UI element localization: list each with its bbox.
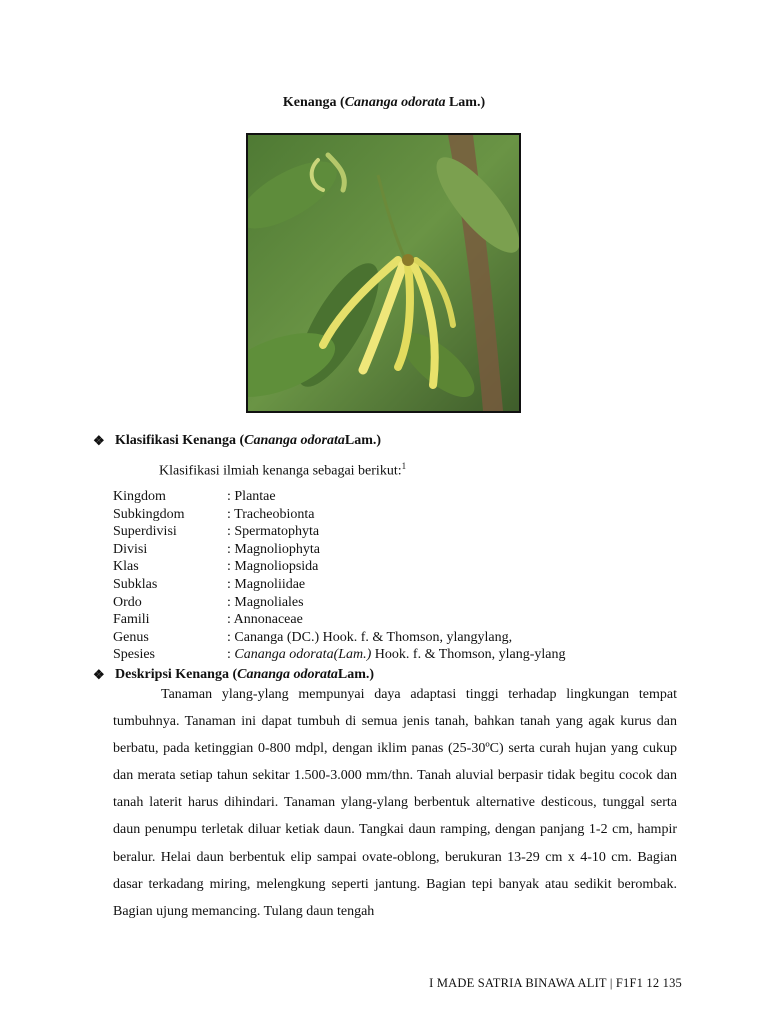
table-row: Divisi : Magnoliophyta: [113, 541, 320, 557]
table-row: Kingdom : Plantae: [113, 489, 276, 504]
classification-intro: Klasifikasi ilmiah kenanga sebagai berikut:$^1$: [159, 461, 407, 479]
table-row: Famili : Annonaceae: [113, 612, 303, 628]
diamond-bullet-icon: ❖: [93, 433, 105, 448]
flower-photo: [246, 133, 521, 413]
classification-table: [113, 488, 565, 664]
table-row: Genus : Cananga (DC.) Hook. f. & Thomson, ylangylang,: [113, 629, 513, 645]
description-paragraph: Tanaman ylang-ylang mempunyai daya adaptasi tinggi terhadap lingkungan tempat tumbuhnya. Tanaman ini dapat tumbuh di semua jenis tanah, bahkan tanah yang agak kurus dan berbatu, pada ketinggian 0-800 mdpl, dengan iklim panas (25-30ºC) serta curah hujan yang cukup dan merata setiap tahun sekitar 1.500-3.000 mm/thn. Tanah aluvial berpasir tidak begitu cocok dan tanah laterit harus dihindari. Tanaman ylang-ylang berbentuk alternative desticous, tunggal serta daun penumpu terletak diluar ketiak daun. Tangkai daun ramping, dengan panjang 1-2 cm, hampir beralur. Helai daun berbentuk elip sampai ovate-oblong, berukuran 13-29 cm x 4-10 cm. Bagian dasar terkadang miring, melengkung seperti jantung. Bagian tepi banyak atau sedikit berombak. Bagian ujung memancing. Tulang daun tengah: [113, 687, 677, 919]
table-row-species: Spesies : Cananga odorata(Lam.) Hook. f. & Thomson, ylang-ylang: [113, 647, 566, 663]
ylang-ylang-flower-icon: [248, 135, 519, 411]
section-heading-klasifikasi: ❖ Klasifikasi Kenanga ( Cananga odorata Lam.): [93, 433, 382, 448]
page-title: Kenanga (Cananga odorata Lam.): [282, 95, 486, 110]
table-row: Subkingdom : Tracheobionta: [113, 506, 315, 522]
table-row: Subklas : Magnoliidae: [113, 576, 306, 592]
section-heading-deskripsi: ❖ Deskripsi Kenanga ( Cananga odorata Lam.): [93, 667, 375, 682]
table-row: Superdivisi : Spermatophyta: [113, 524, 320, 540]
diamond-bullet-icon: ❖: [93, 667, 105, 682]
footnote-ref: 1: [401, 461, 407, 471]
page-footer: I MADE SATRIA BINAWA ALIT | F1F1 12 135: [429, 976, 682, 990]
table-row: Klas : Magnoliopsida: [113, 559, 319, 575]
table-row: Ordo : Magnoliales: [113, 594, 304, 610]
